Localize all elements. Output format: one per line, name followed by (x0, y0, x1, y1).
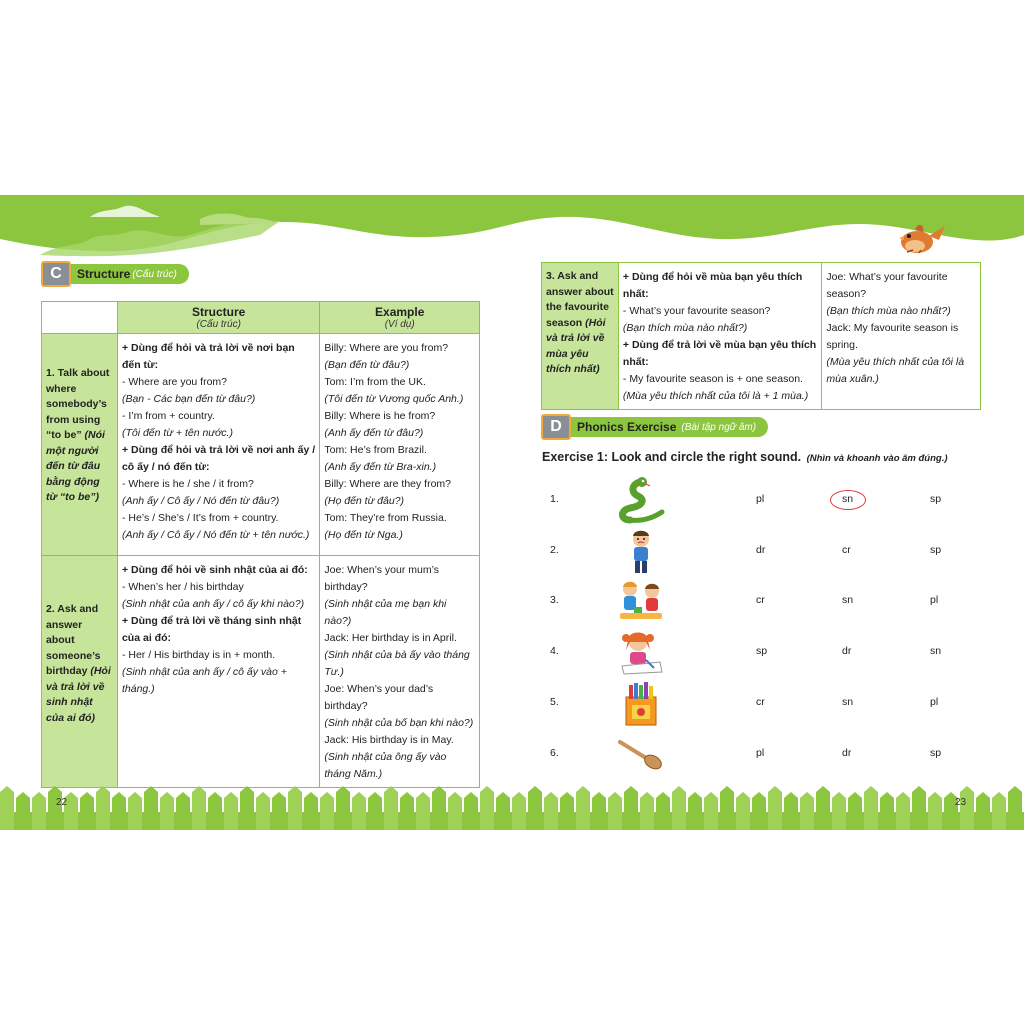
snake-picture (616, 476, 666, 524)
fence-picket (416, 792, 430, 830)
cell-line: Jack: His birthday is in May. (324, 734, 454, 746)
cell-line: Joe: What’s your favourite season? (826, 271, 948, 300)
header-label: Example (375, 305, 425, 319)
header-structure (117, 302, 319, 334)
fence-picket (512, 792, 526, 830)
fence-picket (928, 792, 942, 830)
fence-picket (176, 792, 190, 830)
fence-picket (736, 792, 750, 830)
sound-option[interactable]: sn (842, 695, 854, 708)
row-label-en: 3. Ask and answer about the favourite season (546, 270, 614, 329)
cell-line: (Tôi đến từ Vương quốc Anh.) (324, 393, 464, 405)
page-number-left: 22 (56, 797, 68, 808)
table-row (542, 263, 981, 410)
cell-line: (Sinh nhật của anh ấy / cô ấy vào + tháng.) (121, 666, 287, 695)
fence-picket (912, 786, 926, 830)
structure-table-continued (541, 262, 981, 410)
fence-picket (496, 792, 510, 830)
fence-picket (0, 786, 14, 830)
sound-option[interactable]: sp (930, 493, 942, 505)
sound-option[interactable]: pl (756, 746, 765, 759)
fence-picket (368, 792, 382, 830)
cell-line: Joe: When’s your dad’s birthday? (324, 683, 434, 712)
exercise-number: 5. (550, 695, 559, 708)
cell-line: (Sinh nhật của bà ấy vào tháng Tư.) (324, 649, 470, 678)
fence-picket (528, 786, 542, 830)
cell-line: Tom: They’re from Russia. (324, 512, 447, 524)
cell-line: + Dùng để hỏi và trả lời về nơi anh ấy / cô ấy / nó đến từ: (121, 444, 316, 473)
exercise-item (542, 730, 982, 778)
example-cell (320, 556, 480, 788)
row-label (542, 263, 619, 410)
exercise-number: 2. (550, 543, 559, 556)
sound-option[interactable]: sp (930, 746, 942, 759)
sound-option[interactable]: pl (756, 493, 765, 505)
fence-picket (592, 792, 606, 830)
cell-line: Joe: When’s your mum’s birthday? (324, 564, 439, 593)
sound-option[interactable]: cr (756, 695, 765, 708)
cell-line: + Dùng để trả lời về mùa bạn yêu thích nhất: (622, 339, 817, 368)
fence-picket (768, 786, 782, 830)
cell-line: (Tôi đến từ + tên nước.) (121, 427, 233, 439)
row-label-vi: (Nói một người đến từ đâu bằng động từ “to be”) (46, 429, 105, 503)
row-label-en: 2. Ask and answer about someone’s birthday (46, 603, 101, 677)
sound-option-text: sn (842, 493, 854, 505)
fence-picket (640, 792, 654, 830)
cell-line: (Anh ấy / Cô ấy / Nó đến từ đâu?) (121, 495, 280, 507)
cell-line: - When’s her / his birthday (121, 581, 244, 593)
sound-option[interactable]: sn (930, 645, 942, 658)
sound-option[interactable]: dr (842, 645, 852, 658)
cell-line: (Bạn đến từ đâu?) (324, 359, 410, 371)
girl-drawing-picture (616, 628, 666, 676)
cell-line: Jack: Her birthday is in April. (324, 632, 457, 644)
row-label-en: 1. Talk about where somebody’s from using “to be” (46, 367, 110, 441)
cell-line: Jack: My favourite season is spring. (826, 322, 959, 351)
cell-line: (Anh ấy / Cô ấy / Nó đến từ + tên nước.) (121, 529, 310, 541)
cell-line: Tom: He’s from Brazil. (324, 444, 427, 456)
fence-picket (304, 792, 318, 830)
cell-line: (Anh ấy đến từ Bra-xin.) (324, 461, 437, 473)
fence-picket (32, 792, 46, 830)
bird-icon (895, 220, 950, 258)
table-row (42, 334, 480, 556)
cell-line: - Where are you from? (121, 376, 228, 388)
cell-line: - Where is he / she / it from? (121, 478, 254, 490)
sound-option[interactable] (842, 493, 853, 505)
page-number-right: 23 (955, 797, 967, 808)
cell-line: (Họ đến từ đâu?) (324, 495, 405, 507)
fence-picket (544, 792, 558, 830)
sound-option[interactable]: sn (842, 594, 854, 607)
table-row (42, 556, 480, 788)
fence-picket (96, 786, 110, 830)
fence-picket (128, 792, 142, 830)
cell-line: Billy: Where is he from? (324, 410, 436, 422)
fence-picket (480, 786, 494, 830)
fence-picket (800, 792, 814, 830)
cell-line: (Bạn - Các bạn đến từ đâu?) (121, 393, 256, 405)
exercise-item (542, 476, 982, 524)
fence-picket (208, 792, 222, 830)
header-label: Structure (192, 305, 246, 319)
exercise-title (542, 450, 948, 464)
header-sub: (Ví dụ) (384, 319, 415, 330)
exercise-title-en: Exercise 1: Look and circle the right sound. (542, 450, 802, 464)
fence-picket (704, 792, 718, 830)
fence-picket (448, 792, 462, 830)
fence-picket (224, 792, 238, 830)
fence-picket (240, 786, 254, 830)
row-label (42, 556, 118, 788)
fence-picket (464, 792, 478, 830)
fence-picket (272, 792, 286, 830)
fence-picket (112, 792, 126, 830)
structure-cell (117, 334, 319, 556)
answer-circle (830, 490, 866, 510)
crayons-picture (616, 679, 666, 727)
section-c-heading (41, 263, 189, 285)
fence-picket (160, 792, 174, 830)
header-sub: (Cấu trúc) (196, 319, 241, 330)
cell-line: (Sinh nhật của bố bạn khi nào?) (324, 717, 474, 729)
section-d-heading (541, 416, 768, 438)
fence-picket (16, 792, 30, 830)
cell-line: Tom: I’m from the UK. (324, 376, 426, 388)
cell-line: - My favourite season is + one season. (622, 373, 803, 385)
cell-line: - I’m from + country. (121, 410, 215, 422)
sound-option[interactable]: cr (842, 543, 851, 556)
cell-line: (Mùa yêu thích nhất của tôi là + 1 mùa.) (622, 390, 809, 402)
fence-picket (848, 792, 862, 830)
exercise-item (542, 679, 982, 727)
sound-option[interactable]: dr (842, 746, 852, 759)
section-title: Structure (77, 267, 131, 281)
cell-line: + Dùng để trả lời về tháng sinh nhật của ai đó: (121, 615, 302, 644)
cell-line: (Mùa yêu thích nhất của tôi là mùa xuân.) (826, 356, 965, 385)
fence-picket (336, 786, 350, 830)
cell-line: - Her / His birthday is in + month. (121, 649, 276, 661)
exercise-item (542, 628, 982, 676)
top-banner (0, 195, 1024, 265)
fence-picket (560, 792, 574, 830)
row-label-vi: (Hỏi và trả lời về mùa yêu thích nhất) (546, 316, 606, 375)
structure-table (41, 301, 480, 788)
fence-picket (608, 792, 622, 830)
section-title: Phonics Exercise (577, 420, 677, 434)
sound-option[interactable]: pl (930, 594, 939, 607)
sound-option[interactable]: cr (756, 594, 765, 607)
fence-picket (976, 792, 990, 830)
cell-line: (Bạn thích mùa nào nhất?) (622, 322, 748, 334)
section-title-vi: (Cấu trúc) (132, 268, 177, 280)
fence-picket (720, 786, 734, 830)
section-title-pill (569, 417, 768, 437)
fence-picket (400, 792, 414, 830)
cell-line: (Anh ấy đến từ đâu?) (324, 427, 424, 439)
row-label-vi: (Hỏi và trả lời về sinh nhật của ai đó) (46, 665, 111, 724)
structure-cell (117, 556, 319, 788)
exercise-number: 6. (550, 746, 559, 759)
example-cell (320, 334, 480, 556)
exercise-number: 4. (550, 645, 559, 658)
bottom-fence (0, 782, 1024, 830)
fence-picket (688, 792, 702, 830)
cell-line: (Họ đến từ Nga.) (324, 529, 403, 541)
cell-line: Billy: Where are they from? (324, 478, 452, 490)
fence-picket (672, 786, 686, 830)
section-title-vi: (Bài tập ngữ âm) (681, 421, 757, 433)
boy-crying-picture (616, 527, 666, 575)
fence-picket (352, 792, 366, 830)
fence-picket (192, 786, 206, 830)
fence-picket (880, 792, 894, 830)
example-cell (822, 263, 981, 410)
exercise-item (542, 577, 982, 625)
sound-option[interactable]: pl (930, 695, 939, 708)
cell-line: (Bạn thích mùa nào nhất?) (826, 305, 951, 317)
sound-option[interactable]: sp (930, 543, 942, 556)
fence-picket (816, 786, 830, 830)
fence-picket (80, 792, 94, 830)
fence-picket (896, 792, 910, 830)
cell-line: (Sinh nhật của anh ấy / cô ấy khi nào?) (121, 598, 305, 610)
cell-line: - He’s / She’s / It’s from + country. (121, 512, 279, 524)
fence-picket (320, 792, 334, 830)
section-title-pill (69, 264, 189, 284)
fence-picket (432, 786, 446, 830)
section-letter: C (41, 261, 71, 287)
children-playing-picture (616, 577, 666, 625)
exercise-number: 3. (550, 594, 559, 607)
fence-picket (624, 786, 638, 830)
fence-picket (384, 786, 398, 830)
fence-picket (576, 786, 590, 830)
table-corner-cell (42, 302, 118, 334)
fence-picket (784, 792, 798, 830)
fence-picket (992, 792, 1006, 830)
cell-line: + Dùng để hỏi và trả lời về nơi bạn đến từ: (121, 342, 295, 371)
row-label (42, 334, 118, 556)
fence-picket (752, 792, 766, 830)
exercise-item (542, 527, 982, 575)
sound-option[interactable]: dr (756, 543, 766, 556)
sound-option[interactable]: sp (756, 645, 768, 658)
fence-picket (960, 786, 974, 830)
cell-line: Billy: Where are you from? (324, 342, 449, 354)
cell-line: - What’s your favourite season? (622, 305, 771, 317)
header-example (320, 302, 480, 334)
section-letter: D (541, 414, 571, 440)
fence-picket (1008, 786, 1022, 830)
fence-picket (656, 792, 670, 830)
exercise-title-vi: (Nhìn và khoanh vào âm đúng.) (806, 453, 948, 464)
cell-line: + Dùng để hỏi về mùa bạn yêu thích nhất: (622, 271, 803, 300)
structure-cell (618, 263, 821, 410)
fence-picket (864, 786, 878, 830)
cell-line: (Sinh nhật của mẹ bạn khi nào?) (324, 598, 447, 627)
fence-picket (256, 792, 270, 830)
exercise-number: 1. (550, 493, 559, 505)
fence-picket (144, 786, 158, 830)
fence-picket (48, 786, 62, 830)
cell-line: + Dùng để hỏi về sinh nhật của ai đó: (121, 564, 308, 576)
fence-picket (832, 792, 846, 830)
fence-picket (288, 786, 302, 830)
spoon-picture (616, 730, 666, 778)
cell-line: (Sinh nhật của ông ấy vào tháng Năm.) (324, 751, 447, 780)
